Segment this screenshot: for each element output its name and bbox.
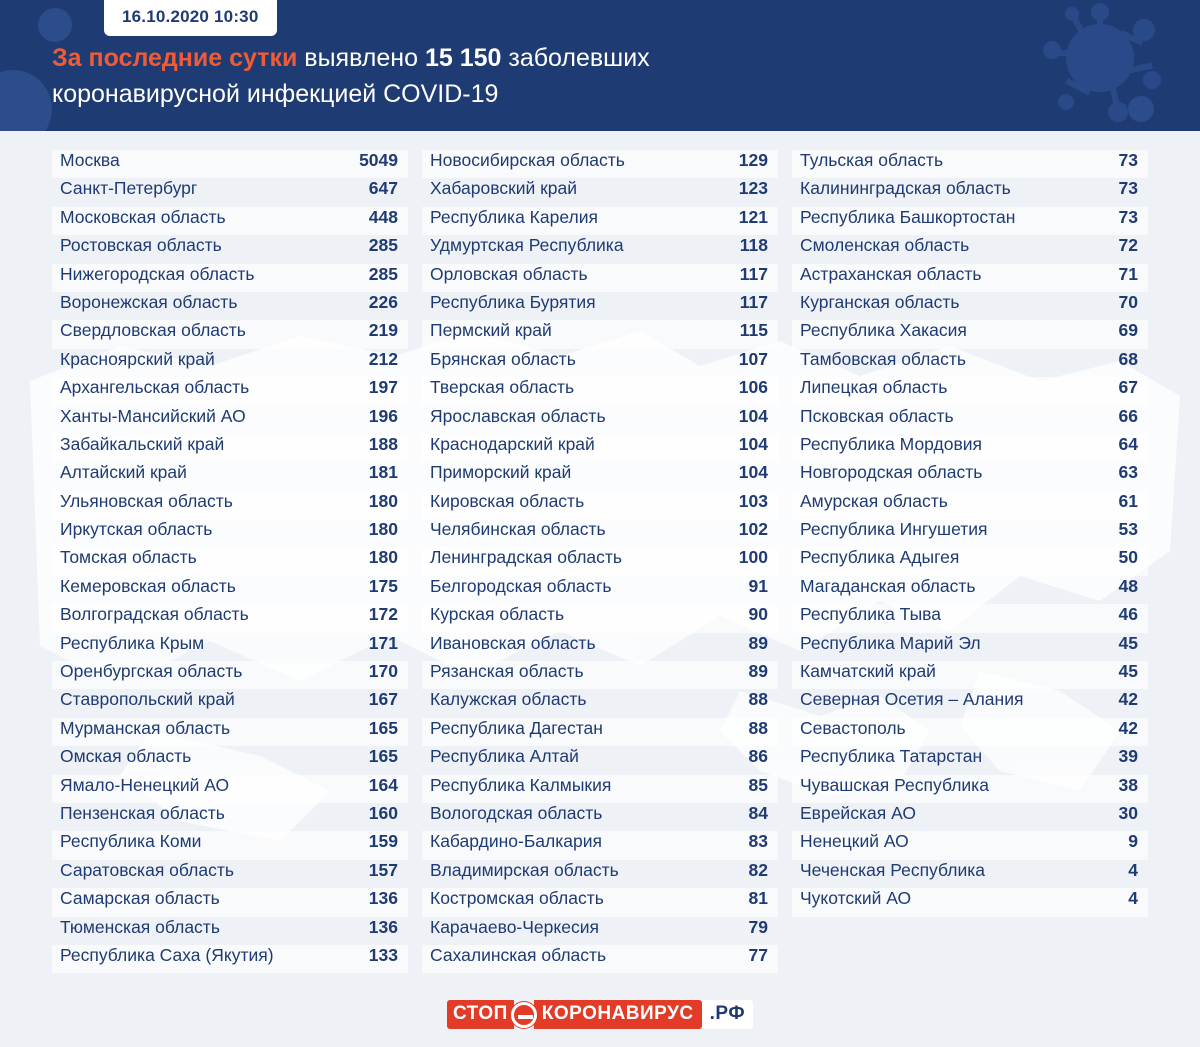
region-name: Республика Саха (Якутия) [60,944,274,965]
table-row [52,519,408,547]
region-value: 175 [368,575,398,596]
region-value: 46 [1118,604,1138,625]
region-value: 160 [368,802,398,823]
region-name: Астраханская область [800,263,982,284]
region-name: Самарская область [60,888,220,909]
region-name: Мурманская область [60,717,231,738]
region-name: Республика Башкортостан [800,206,1016,227]
region-value: 102 [738,519,768,540]
table-row [792,547,1148,575]
region-name: Челябинская область [430,519,606,540]
region-name: Республика Крым [60,632,205,653]
table-row [422,434,778,462]
region-value: 107 [738,348,768,369]
region-name: Республика Коми [60,831,202,852]
table-row [422,377,778,405]
region-value: 72 [1118,235,1138,256]
region-value: 180 [368,519,398,540]
page-header [0,0,1200,131]
table-row [422,547,778,575]
table-row [792,633,1148,661]
table-row [422,462,778,490]
region-name: Пензенская область [60,802,225,823]
table-row [422,888,778,916]
table-row [52,604,408,632]
region-name: Московская область [60,206,226,227]
table-row [792,661,1148,689]
region-name: Иркутская область [60,519,213,540]
virus-icon [1022,0,1172,131]
region-value: 167 [368,689,398,710]
table-row [792,264,1148,292]
region-value: 136 [368,888,398,909]
region-value: 196 [368,405,398,426]
stopkoronavirus-logo[interactable] [447,1000,753,1029]
region-name: Калининградская область [800,178,1011,199]
region-value: 73 [1118,150,1138,170]
region-value: 219 [368,320,398,341]
region-name: Ненецкий АО [800,831,909,852]
region-name: Республика Алтай [430,746,579,767]
table-row [792,207,1148,235]
footer [0,1000,1200,1029]
table-row [422,491,778,519]
region-value: 117 [739,263,768,284]
region-name: Ямало-Ненецкий АО [60,774,230,795]
region-value: 165 [368,717,398,738]
region-name: Ярославская область [430,405,606,426]
region-name: Пермский край [430,320,552,341]
table-row [792,462,1148,490]
date-badge: 16.10.2020 10:30 [104,0,277,36]
region-value: 70 [1118,291,1138,312]
region-name: Рязанская область [430,661,584,682]
region-value: 83 [748,831,768,852]
table-row [422,775,778,803]
region-name: Кабардино-Балкария [430,831,603,852]
region-name: Санкт-Петербург [60,178,198,199]
region-value: 9 [1128,831,1138,852]
region-value: 4 [1128,888,1138,909]
region-value: 82 [748,859,768,880]
region-name: Сахалинская область [430,944,607,965]
region-value: 448 [368,206,398,227]
region-value: 64 [1118,433,1138,454]
region-value: 104 [738,462,768,483]
region-value: 5049 [359,150,398,170]
region-value: 121 [738,206,768,227]
region-value: 170 [368,661,398,682]
region-name: Оренбургская область [60,661,243,682]
table-row [422,320,778,348]
table-row [52,576,408,604]
region-value: 38 [1118,774,1138,795]
table-row [792,775,1148,803]
region-value: 50 [1118,547,1138,568]
regions-column-3 [792,150,1148,973]
region-value: 89 [748,632,768,653]
region-value: 48 [1118,575,1138,596]
regions-column-2 [422,150,778,973]
table-row [52,462,408,490]
region-name: Республика Хакасия [800,320,967,341]
table-row [422,292,778,320]
region-value: 117 [739,291,768,312]
table-row [792,320,1148,348]
region-name: Ханты-Мансийский АО [60,405,246,426]
region-name: Воронежская область [60,291,238,312]
region-name: Ростовская область [60,235,222,256]
table-row [52,718,408,746]
table-row [422,633,778,661]
region-value: 85 [748,774,768,795]
region-name: Республика Карелия [430,206,598,227]
region-value: 69 [1118,320,1138,341]
region-name: Брянская область [430,348,576,369]
decorative-circle-left [0,70,52,131]
region-value: 171 [368,632,398,653]
region-value: 103 [738,490,768,511]
region-name: Красноярский край [60,348,215,369]
region-name: Курганская область [800,291,960,312]
region-value: 63 [1118,462,1138,483]
region-value: 104 [738,433,768,454]
region-name: Владимирская область [430,859,619,880]
table-row [422,604,778,632]
table-row [52,917,408,945]
region-value: 53 [1118,519,1138,540]
region-value: 159 [368,831,398,852]
region-name: Удмуртская Республика [430,235,624,256]
region-name: Вологодская область [430,802,603,823]
region-name: Тамбовская область [800,348,966,369]
logo-rest-text: КОРОНАВИРУС [534,1000,702,1029]
region-value: 180 [368,547,398,568]
region-name: Республика Бурятия [430,291,596,312]
table-row [422,178,778,206]
table-row [422,803,778,831]
table-row [52,377,408,405]
region-value: 90 [748,604,768,625]
region-name: Камчатский край [800,661,936,682]
region-value: 73 [1118,178,1138,199]
region-name: Забайкальский край [60,433,225,454]
region-value: 81 [748,888,768,909]
region-name: Республика Татарстан [800,746,983,767]
region-name: Новосибирская область [430,150,625,170]
region-name: Республика Адыгея [800,547,960,568]
region-name: Ульяновская область [60,490,233,511]
region-name: Ивановская область [430,632,596,653]
region-name: Республика Дагестан [430,717,603,738]
region-name: Волгоградская область [60,604,249,625]
regions-column-1 [52,150,408,973]
region-name: Еврейская АО [800,802,916,823]
table-row [792,576,1148,604]
table-row [422,264,778,292]
table-row [52,689,408,717]
region-name: Тверская область [430,377,575,398]
headline-accent: За последние сутки [52,44,298,72]
region-value: 181 [368,462,398,483]
table-row [422,945,778,973]
region-value: 67 [1118,377,1138,398]
table-row [792,491,1148,519]
region-name: Севастополь [800,717,906,738]
region-value: 157 [368,859,398,880]
region-value: 129 [738,150,768,170]
region-value: 164 [368,774,398,795]
region-name: Республика Марий Эл [800,632,981,653]
region-value: 77 [748,944,768,965]
region-name: Нижегородская область [60,263,255,284]
table-row [792,150,1148,178]
table-row [422,349,778,377]
region-name: Москва [60,150,120,170]
region-value: 285 [368,263,398,284]
table-row [52,945,408,973]
region-name: Новгородская область [800,462,983,483]
table-row [422,576,778,604]
table-row [52,547,408,575]
table-row [792,349,1148,377]
region-name: Омская область [60,746,192,767]
region-name: Краснодарский край [430,433,595,454]
no-entry-sign-icon [511,1002,537,1028]
region-name: Калужская область [430,689,587,710]
table-row [52,178,408,206]
table-row [52,264,408,292]
table-row [792,831,1148,859]
region-name: Чеченская Республика [800,859,985,880]
region-name: Орловская область [430,263,588,284]
region-value: 66 [1118,405,1138,426]
region-value: 88 [748,717,768,738]
regions-table [0,150,1200,973]
table-row [792,292,1148,320]
table-row [422,689,778,717]
region-value: 226 [368,291,398,312]
table-row [52,207,408,235]
table-row [792,860,1148,888]
region-value: 68 [1118,348,1138,369]
region-name: Хабаровский край [430,178,578,199]
region-value: 100 [738,547,768,568]
region-value: 84 [748,802,768,823]
table-row [422,860,778,888]
region-value: 88 [748,689,768,710]
headline-line2: коронавирусной инфекцией COVID-19 [52,80,499,108]
table-row [52,406,408,434]
table-row [792,519,1148,547]
region-value: 172 [368,604,398,625]
region-value: 30 [1118,802,1138,823]
region-value: 133 [368,944,398,965]
table-row [792,235,1148,263]
region-name: Чукотский АО [800,888,912,909]
region-value: 73 [1118,206,1138,227]
region-value: 180 [368,490,398,511]
region-name: Кировская область [430,490,585,511]
table-row [422,207,778,235]
region-value: 61 [1118,490,1138,511]
region-name: Тульская область [800,150,944,170]
table-row [792,377,1148,405]
region-value: 42 [1118,689,1138,710]
region-name: Республика Мордовия [800,433,982,454]
region-name: Липецкая область [800,377,948,398]
logo-stop-text: СТОП [447,1000,514,1029]
table-row [52,888,408,916]
region-name: Северная Осетия – Алания [800,689,1024,710]
table-row [422,917,778,945]
region-value: 118 [739,235,768,256]
table-row [792,689,1148,717]
region-value: 86 [748,746,768,767]
region-name: Тюменская область [60,916,220,937]
region-name: Алтайский край [60,462,187,483]
region-name: Карачаево-Черкесия [430,916,599,937]
region-name: Чувашская Республика [800,774,989,795]
table-row [52,831,408,859]
table-row [792,434,1148,462]
region-value: 115 [739,320,768,341]
region-value: 45 [1118,661,1138,682]
headline-tail: заболевших [501,44,650,72]
table-row [792,803,1148,831]
region-name: Архангельская область [60,377,250,398]
headline-number: 15 150 [424,44,502,72]
region-name: Республика Тыва [800,604,941,625]
table-row [792,406,1148,434]
table-row [52,491,408,519]
region-name: Псковская область [800,405,954,426]
table-row [52,803,408,831]
region-value: 285 [368,235,398,256]
table-row [422,661,778,689]
region-value: 197 [368,377,398,398]
region-value: 39 [1118,746,1138,767]
region-value: 212 [368,348,398,369]
region-name: Приморский край [430,462,572,483]
headline-mid: выявлено [297,44,425,72]
table-row [52,235,408,263]
region-name: Саратовская область [60,859,234,880]
region-name: Белгородская область [430,575,612,596]
region-value: 136 [368,916,398,937]
region-name: Костромская область [430,888,604,909]
table-row [52,633,408,661]
table-row [792,604,1148,632]
table-row [52,661,408,689]
table-row [422,519,778,547]
region-value: 89 [748,661,768,682]
table-row [52,775,408,803]
table-row [422,406,778,434]
table-row [52,746,408,774]
table-row [422,718,778,746]
page-title [52,40,650,112]
logo-domain-text: .РФ [702,1000,753,1029]
table-row [52,860,408,888]
table-row [52,349,408,377]
table-row [52,150,408,178]
region-name: Республика Калмыкия [430,774,612,795]
table-row [422,831,778,859]
table-row [792,888,1148,916]
region-name: Амурская область [800,490,948,511]
region-name: Томская область [60,547,197,568]
table-row [792,718,1148,746]
table-row [52,292,408,320]
region-name: Ленинградская область [430,547,623,568]
region-value: 42 [1118,717,1138,738]
region-name: Смоленская область [800,235,970,256]
decorative-circle-top [38,8,72,42]
region-value: 71 [1118,263,1138,284]
table-row [422,746,778,774]
region-name: Свердловская область [60,320,246,341]
region-value: 123 [738,178,768,199]
region-value: 4 [1128,859,1138,880]
region-value: 104 [738,405,768,426]
region-value: 165 [368,746,398,767]
region-value: 79 [748,916,768,937]
table-row [422,150,778,178]
region-value: 647 [368,178,398,199]
region-value: 45 [1118,632,1138,653]
table-row [792,178,1148,206]
region-name: Курская область [430,604,565,625]
table-row [52,320,408,348]
region-value: 106 [738,377,768,398]
region-value: 188 [368,433,398,454]
region-name: Кемеровская область [60,575,236,596]
region-value: 91 [748,575,768,596]
region-name: Ставропольский край [60,689,235,710]
region-name: Республика Ингушетия [800,519,988,540]
region-name: Магаданская область [800,575,976,596]
table-row [422,235,778,263]
table-row [52,434,408,462]
table-row [792,746,1148,774]
